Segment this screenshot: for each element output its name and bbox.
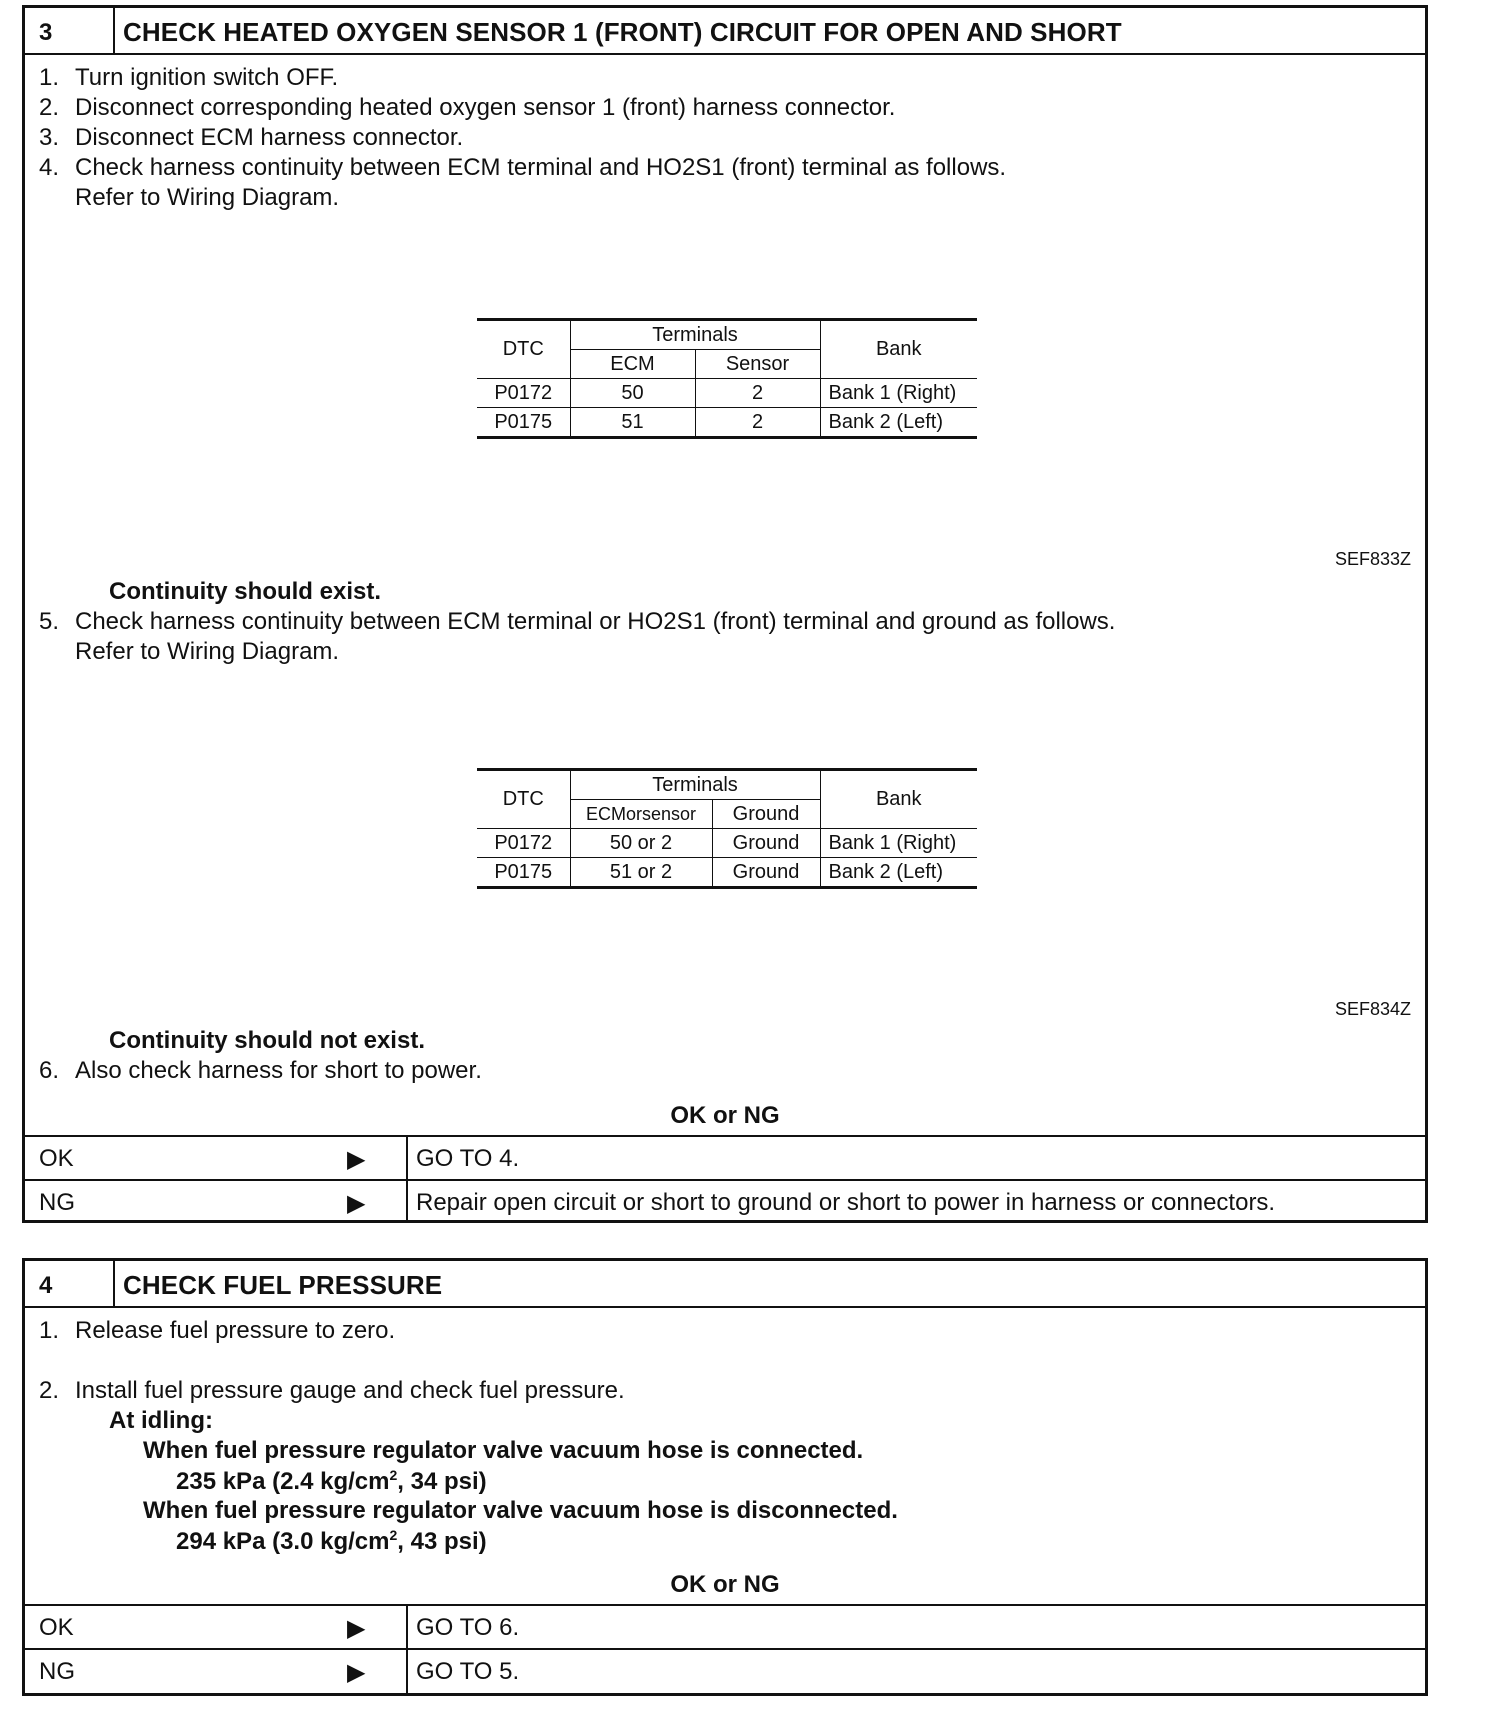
- col-ecm-or-sensor: ECMorsensor: [570, 800, 712, 829]
- cell-bank: Bank 2 (Left): [820, 858, 977, 888]
- step-text: Disconnect corresponding heated oxygen sensor 1 (front) harness connector.: [75, 94, 896, 121]
- continuity-note-2: Continuity should not exist.: [109, 1027, 425, 1054]
- section-4-header: [25, 1261, 1425, 1308]
- condition-connected: When fuel pressure regulator valve vacuum hose is connected.: [143, 1437, 864, 1464]
- col-terminals: Terminals: [570, 770, 820, 800]
- ok-row[interactable]: [25, 1604, 1425, 1648]
- cell-ecm: 51: [570, 408, 695, 438]
- table-row: [477, 858, 977, 888]
- col-terminals: Terminals: [570, 320, 820, 350]
- arrow-right-icon: ▶: [347, 1615, 366, 1642]
- ng-result: Repair open circuit or short to ground or short to power in harness or connectors.: [416, 1189, 1276, 1216]
- ok-result: GO TO 4.: [416, 1145, 520, 1172]
- col-bank: Bank: [820, 770, 977, 829]
- ok-label: OK: [39, 1145, 74, 1172]
- table-row: [477, 408, 977, 438]
- step-text: Check harness continuity between ECM terminal or HO2S1 (front) terminal and ground as follows.: [75, 608, 1116, 635]
- section-3: [22, 5, 1428, 1223]
- value-text: 235 kPa (2.4 kg/cm: [176, 1468, 390, 1495]
- step-number: 2.: [39, 94, 60, 121]
- row-divider: [406, 1650, 408, 1693]
- pressure-value-connected: [176, 1467, 487, 1496]
- step-number: 6.: [39, 1057, 60, 1084]
- step-number: 1.: [39, 1317, 60, 1344]
- cell-ground: Ground: [712, 858, 820, 888]
- ng-row[interactable]: [25, 1179, 1425, 1223]
- cell-dtc: P0172: [477, 379, 570, 408]
- step-subtext: Refer to Wiring Diagram.: [75, 638, 340, 665]
- section-4: [22, 1258, 1428, 1696]
- cell-sensor: 2: [695, 379, 820, 408]
- ok-ng-title: OK or NG: [670, 1102, 780, 1129]
- ok-result: GO TO 6.: [416, 1614, 520, 1641]
- col-sensor: Sensor: [695, 350, 820, 379]
- step-text: Also check harness for short to power.: [75, 1057, 482, 1084]
- step-number: 4.: [39, 154, 60, 181]
- cell-bank: Bank 2 (Left): [820, 408, 977, 438]
- ng-row[interactable]: [25, 1648, 1425, 1693]
- ok-ng-title: OK or NG: [670, 1571, 780, 1598]
- header-divider: [113, 1261, 115, 1306]
- section-number: 4: [39, 1272, 53, 1299]
- header-divider: [113, 8, 115, 53]
- step-text: Disconnect ECM harness connector.: [75, 124, 464, 151]
- figure-code-1: SEF833Z: [1334, 549, 1411, 569]
- continuity-table-1: [477, 318, 977, 439]
- step-text: Turn ignition switch OFF.: [75, 64, 339, 91]
- table-row: [477, 379, 977, 408]
- cell-bank: Bank 1 (Right): [820, 379, 977, 408]
- cell-ecm: 50: [570, 379, 695, 408]
- cell-dtc: P0175: [477, 858, 570, 888]
- section-title: CHECK HEATED OXYGEN SENSOR 1 (FRONT) CIRCUIT FOR OPEN AND SHORT: [123, 17, 1122, 47]
- section-3-header: [25, 8, 1425, 55]
- section-number: 3: [39, 19, 53, 46]
- row-divider: [406, 1181, 408, 1223]
- section-title: CHECK FUEL PRESSURE: [123, 1270, 443, 1300]
- step-text: Check harness continuity between ECM terminal and HO2S1 (front) terminal as follows.: [75, 154, 1007, 181]
- col-bank: Bank: [820, 320, 977, 379]
- cell-dtc: P0172: [477, 829, 570, 858]
- step-text: Release fuel pressure to zero.: [75, 1317, 396, 1344]
- arrow-right-icon: ▶: [347, 1190, 366, 1217]
- cell-ground: Ground: [712, 829, 820, 858]
- arrow-right-icon: ▶: [347, 1146, 366, 1173]
- ok-row[interactable]: [25, 1135, 1425, 1179]
- step-number: 3.: [39, 124, 60, 151]
- step-number: 2.: [39, 1377, 60, 1404]
- col-dtc: DTC: [477, 320, 570, 379]
- col-dtc: DTC: [477, 770, 570, 829]
- step-number: 1.: [39, 64, 60, 91]
- ok-label: OK: [39, 1614, 74, 1641]
- continuity-table-2: [477, 768, 977, 889]
- arrow-right-icon: ▶: [347, 1659, 366, 1686]
- value-text: , 43 psi): [397, 1528, 487, 1555]
- step-subtext: Refer to Wiring Diagram.: [75, 184, 340, 211]
- value-text: 294 kPa (3.0 kg/cm: [176, 1528, 390, 1555]
- at-idling-label: At idling:: [109, 1407, 213, 1434]
- table-row: [477, 829, 977, 858]
- col-ground: Ground: [712, 800, 820, 829]
- step-number: 5.: [39, 608, 60, 635]
- continuity-note-1: Continuity should exist.: [109, 578, 382, 605]
- value-superscript: 2: [389, 1467, 398, 1483]
- pressure-value-disconnected: [176, 1527, 487, 1556]
- value-superscript: 2: [389, 1527, 398, 1543]
- cell-terminal: 51 or 2: [570, 858, 712, 888]
- value-text: , 34 psi): [397, 1468, 487, 1495]
- cell-terminal: 50 or 2: [570, 829, 712, 858]
- condition-disconnected: When fuel pressure regulator valve vacuum hose is disconnected.: [143, 1497, 898, 1524]
- row-divider: [406, 1606, 408, 1648]
- ng-label: NG: [39, 1658, 75, 1685]
- step-text: Install fuel pressure gauge and check fuel pressure.: [75, 1377, 625, 1404]
- cell-sensor: 2: [695, 408, 820, 438]
- col-ecm: ECM: [570, 350, 695, 379]
- cell-bank: Bank 1 (Right): [820, 829, 977, 858]
- ng-result: GO TO 5.: [416, 1658, 520, 1685]
- row-divider: [406, 1137, 408, 1179]
- ng-label: NG: [39, 1189, 75, 1216]
- cell-dtc: P0175: [477, 408, 570, 438]
- figure-code-2: SEF834Z: [1334, 999, 1411, 1019]
